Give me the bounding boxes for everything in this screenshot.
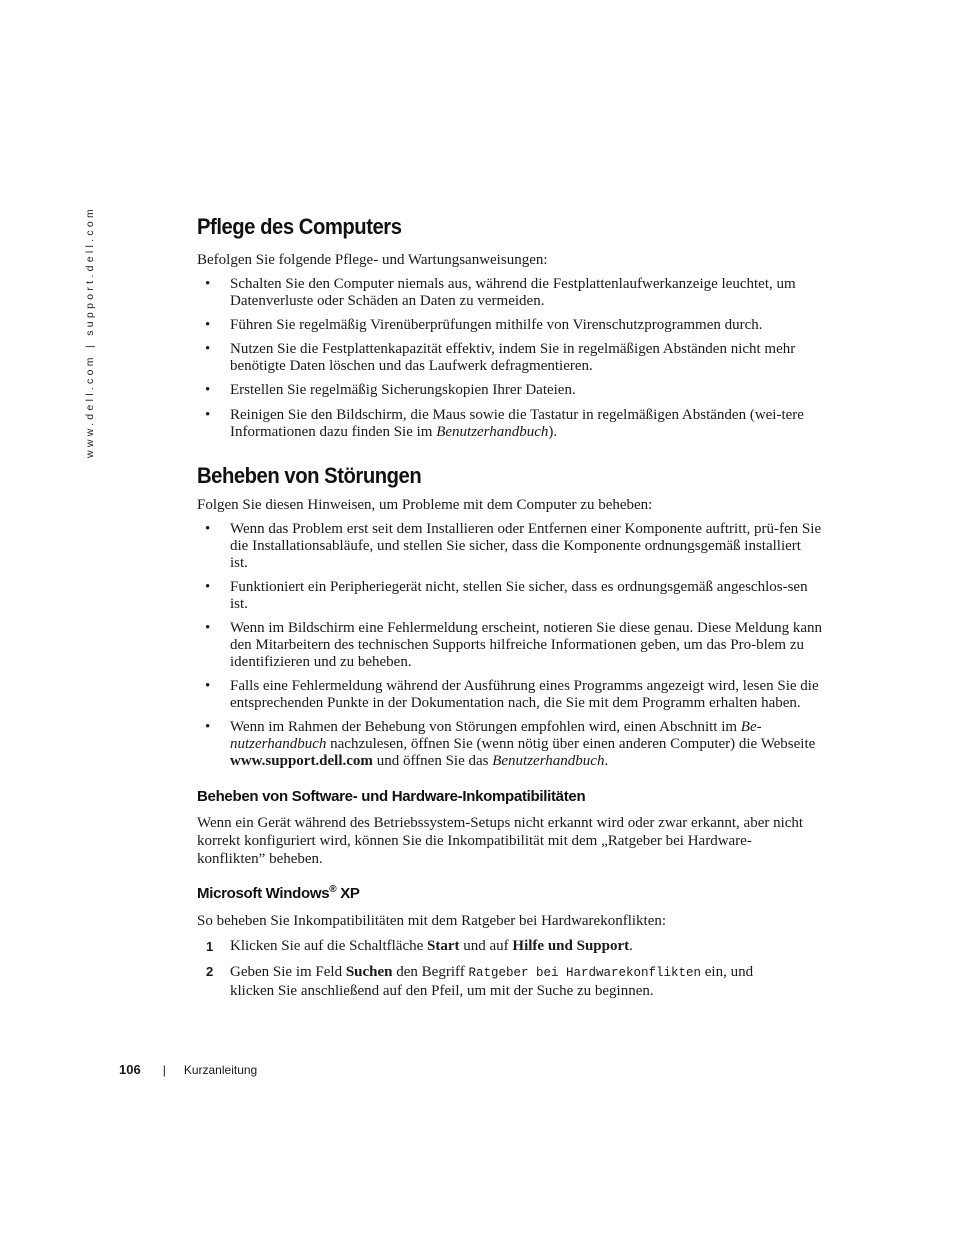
support-link[interactable]: www.support.dell.com [230, 753, 373, 769]
stoerungen-intro: Folgen Sie diesen Hinweisen, um Probleme mit dem Computer zu beheben: [197, 497, 653, 513]
pflege-list [197, 276, 822, 441]
heading-inkompatibilitaeten: Beheben von Software- und Hardware-Inkompatibilitäten [197, 788, 586, 805]
heading-pflege: Pflege des Computers [197, 214, 402, 239]
list-item: • Wenn das Problem erst seit dem Installieren oder Entfernen einer Komponente auftritt, prü-fen Sie die Installationsabläufe, und stellen Sie sicher, dass die Komponente ordnungsgemäß installiert ist. [205, 521, 822, 571]
list-item: • Wenn im Rahmen der Behebung von Störungen empfohlen wird, einen Abschnitt im Be-nutzerhandbuch nachzulesen, öffnen Sie (wenn nötig über einen anderen Computer) die Webseite www.support.dell.com und öffnen Sie das Benutzerhandbuch. [205, 719, 816, 769]
pflege-intro: Befolgen Sie folgende Pflege- und Wartungsanweisungen: [197, 252, 548, 268]
windows-intro: So beheben Sie Inkompatibilitäten mit dem Ratgeber bei Hardwarekonflikten: [197, 913, 667, 929]
list-item: • Reinigen Sie den Bildschirm, die Maus sowie die Tastatur in regelmäßigen Abständen (wei-tere Informationen dazu finden Sie im Benutzerhandbuch). [205, 407, 804, 440]
page-content [197, 214, 822, 1000]
list-item: • Schalten Sie den Computer niemals aus, während die Festplattenlaufwerkanzeige leuchtet, um Datenverluste oder Schäden an Daten zu vermeiden. [205, 276, 796, 309]
page-footer [119, 1062, 257, 1077]
inkompatibilitaeten-text: Wenn ein Gerät während des Betriebssystem-Setups nicht erkannt wird oder zwar erkannt, aber nicht korrekt konfiguriert wird, können Sie die Inkompatibilität mit dem „Ratgeber bei Hardware-konflikten” beheben. [197, 815, 804, 867]
heading-stoerungen: Beheben von Störungen [197, 463, 422, 488]
stoerungen-list [197, 521, 822, 770]
footer-title: Kurzanleitung [183, 1063, 258, 1077]
side-url: www.dell.com | support.dell.com [84, 205, 96, 458]
heading-windows-xp: Microsoft Windows® XP [197, 884, 360, 902]
step-item: 2 Geben Sie im Feld Suchen den Begriff Ratgeber bei Hardwarekonflikten ein, und klicken Sie anschließend auf den Pfeil, um mit der Suche zu beginnen. [206, 964, 754, 999]
footer-separator: | [162, 1063, 166, 1077]
list-item: • Nutzen Sie die Festplattenkapazität effektiv, indem Sie in regelmäßigen Abständen nicht mehr benötigte Daten löschen und das Laufwerk defragmentieren. [205, 341, 796, 374]
list-item: • Funktioniert ein Peripheriegerät nicht, stellen Sie sicher, dass es ordnungsgemäß angeschlos-sen ist. [205, 579, 808, 612]
list-item: • Wenn im Bildschirm eine Fehlermeldung erscheint, notieren Sie diese genau. Diese Meldung kann den Mitarbeitern des technischen Supports hilfreiche Informationen geben, um das Pro-blem zu identifizieren und zu beheben. [205, 620, 822, 670]
steps-list [197, 938, 822, 1000]
list-item: • Erstellen Sie regelmäßig Sicherungskopien Ihrer Dateien. [205, 382, 576, 398]
list-item: • Führen Sie regelmäßig Virenüberprüfungen mithilfe von Virenschutzprogrammen durch. [205, 317, 763, 333]
step-item: 1 Klicken Sie auf die Schaltfläche Start und auf Hilfe und Support. [206, 938, 633, 954]
list-item: • Falls eine Fehlermeldung während der Ausführung eines Programms angezeigt wird, lesen Sie die entsprechenden Punkte in der Dokumentation nach, die Sie mit dem Programm erhalten haben. [205, 678, 819, 711]
page-number: 106 [119, 1062, 141, 1077]
